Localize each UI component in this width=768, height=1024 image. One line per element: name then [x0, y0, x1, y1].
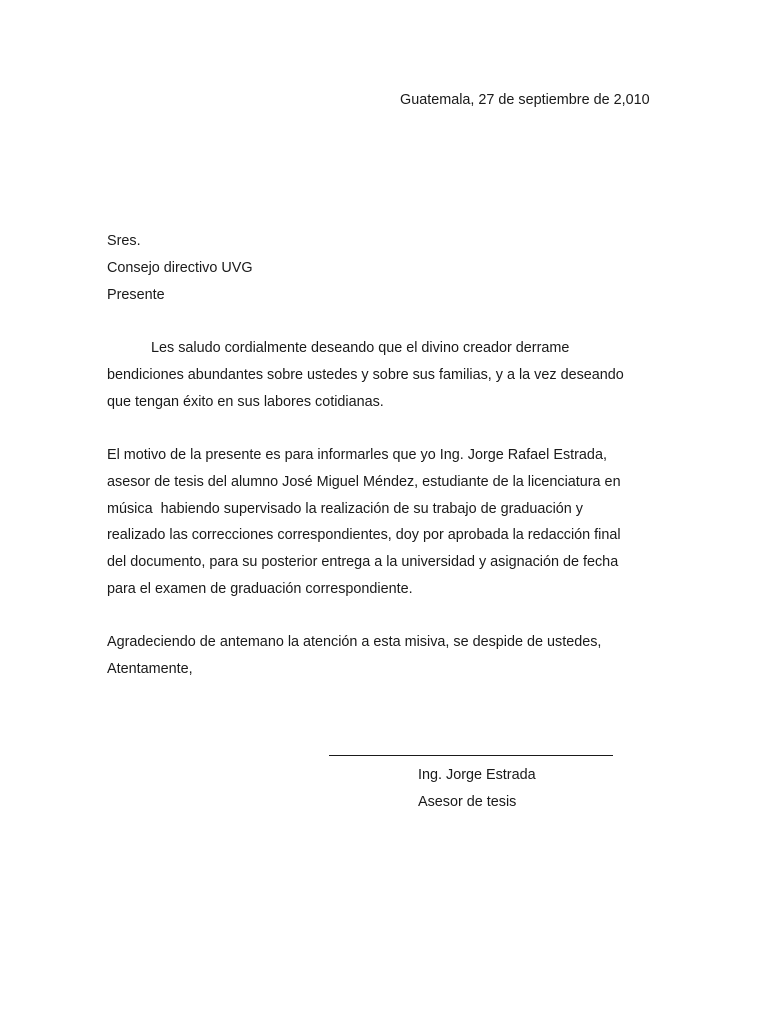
recipient-line: Presente	[107, 287, 165, 303]
paragraph-line: del documento, para su posterior entrega a la universidad y asignación de fecha	[107, 554, 619, 570]
recipient-line: Consejo directivo UVG	[107, 260, 253, 276]
signer-title: Asesor de tesis	[418, 794, 517, 810]
paragraph-line: Les saludo cordialmente deseando que el divino creador derrame	[151, 340, 570, 356]
closing-line: Atentamente,	[107, 661, 193, 677]
paragraph-line: bendiciones abundantes sobre ustedes y sobre sus familias, y a la vez deseando	[107, 367, 624, 383]
paragraph-line: El motivo de la presente es para informarles que yo Ing. Jorge Rafael Estrada,	[107, 447, 607, 463]
recipient-line: Sres.	[107, 233, 141, 249]
letter-date: Guatemala, 27 de septiembre de 2,010	[400, 92, 650, 108]
paragraph-line: realizado las correcciones correspondientes, doy por aprobada la redacción final	[107, 527, 621, 543]
signature-line	[329, 755, 613, 756]
closing-line: Agradeciendo de antemano la atención a esta misiva, se despide de ustedes,	[107, 634, 602, 650]
signer-name: Ing. Jorge Estrada	[418, 767, 536, 783]
paragraph-line: asesor de tesis del alumno José Miguel Méndez, estudiante de la licenciatura en	[107, 474, 621, 490]
paragraph-line: que tengan éxito en sus labores cotidianas.	[107, 394, 384, 410]
paragraph-line: música habiendo supervisado la realización de su trabajo de graduación y	[107, 501, 583, 517]
paragraph-line: para el examen de graduación correspondiente.	[107, 581, 413, 597]
